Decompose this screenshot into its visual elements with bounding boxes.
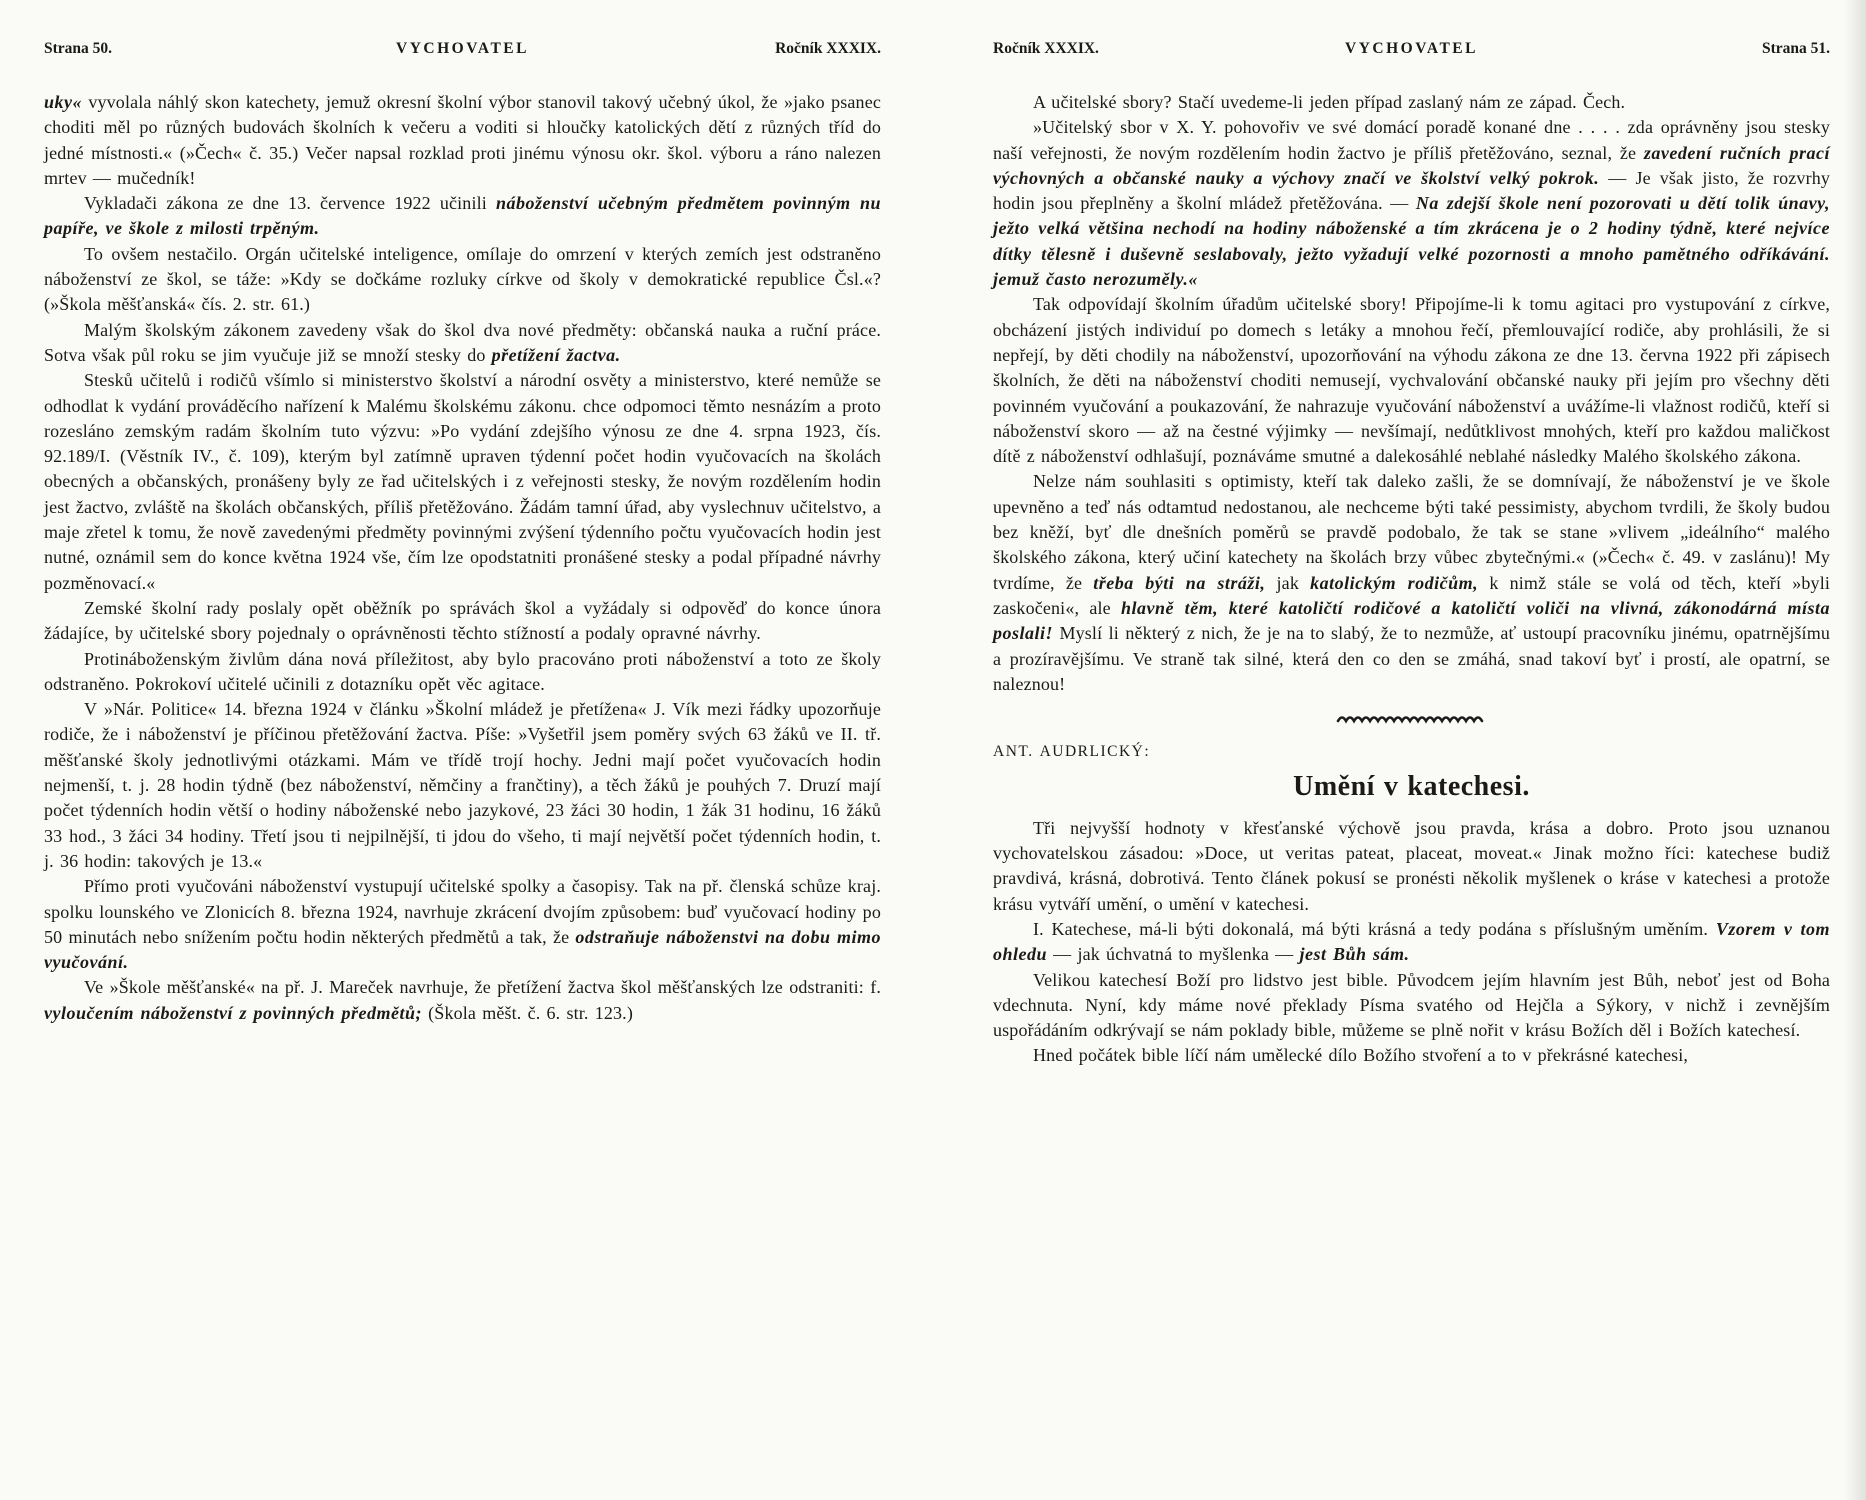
journal-title: VYCHOVATEL — [396, 40, 529, 57]
paragraph — [44, 318, 881, 369]
text-run: I. Katechese, má-li býti dokonalá, má býti krásná a tedy podána s příslušným uměním. — [1033, 918, 1716, 939]
paragraph — [993, 90, 1830, 115]
paragraph — [993, 917, 1830, 968]
paragraph — [44, 191, 881, 242]
text-run: — jak úchvatná to myšlenka — — [1047, 944, 1300, 965]
paragraph — [44, 368, 881, 596]
section-divider — [993, 713, 1830, 725]
article-title: Umění v katechesi. — [1293, 771, 1530, 803]
right-page-header — [993, 40, 1830, 58]
paragraph — [44, 647, 881, 698]
text-run: přetížení žactva. — [491, 344, 621, 365]
wavy-line-icon — [1336, 713, 1488, 725]
text-run: Malým školským zákonem zavedeny však do škol dva nové předměty: občanská nauka a ruční práce. Sotva však půl roku se jim vyučuje již se množí stesky do — [44, 319, 881, 365]
paragraph — [44, 874, 881, 975]
paragraph — [993, 1043, 1830, 1068]
text-run: Vykladači zákona ze dne 13. července 1922 učinili — [84, 193, 496, 214]
text-run: Myslí li některý z nich, že je na to slabý, že to nezmůže, ať ustoupí pracovníku jinému, opatrnějšímu a prozíravějšímu. Ve straně tak silné, která den co den se zmáhá, snad takoví byť i prostí, ale opatrní, se naleznou! — [993, 623, 1830, 694]
volume-label: Ročník XXXIX. — [775, 40, 881, 57]
text-run: Přímo proti vyučováni náboženství vystupují učitelské spolky a časopisy. Tak na př. členská schůze kraj. spolku lounského ve Zlonicích 8. března 1924, navrhuje zkrácení dvojím způsobem: buď vyučovací hodiny po 50 minutách nebo snížením počtu hodin některých předmětů a tak, že — [44, 876, 881, 947]
page-number: Strana 50. — [44, 40, 113, 57]
text-run: — Je však jisto, že rozvrhy hodin jsou přeplněny a školní mládež přetěžována. — — [993, 167, 1831, 214]
paragraph — [44, 242, 881, 318]
text-run: Ve »Škole měšťanské« na př. J. Mareček navrhuje, že přetížení žactva škol měšťanských lze odstraniti: f. — [84, 977, 881, 998]
text-run: Tři nejvyšší hodnoty v křesťanské výchově jsou pravda, krása a dobro. Proto jsou uznanou vychovatelskou zásadou: »Doce, ut veritas pateat, placeat, moveat.« Jinak možno říci: katechese budiž pravdivá, krásná, dobrotivá. Tento článek pokusí se pronésti několik myšlenek o kráse v katechesi a protože krásu vytváří umění, o umění v katechesi. — [993, 817, 1830, 914]
text-run: jak — [1265, 572, 1311, 593]
text-run: Tak odpovídají školním úřadům učitelské sbory! Připojíme-li k tomu agitaci pro vystupování z církve, obcházení jistých individuí po domech s letáky a mnohou řečí, přemlouvající rodiče, aby prohlásili, že si nepřejí, by děti chodily na náboženství, upozorňování na výhodu zákona ze dne 13. června 1922 při zápisech školních, že děti na náboženství choditi nemusejí, vychvalování občanské nauky při jejím pro všechny děti povinném vyučování a poukazování, že nahrazuje vyučování náboženství a uvážíme-li vlažnost rodičů, kteří si náboženství skoro — až na čestné výjimky — nevšímají, nedůtklivost mnohých, kteří pro každou maličkost dítě z náboženství odhlašují, poznáváme smutné a dalekosáhlé neblahé následky Malého školského zákona. — [993, 294, 1830, 467]
volume-label: Ročník XXXIX. — [993, 40, 1099, 57]
paragraph — [44, 596, 881, 647]
text-run: Na zdejší škole není pozorovati u dětí tolik únavy, ježto velká většina nechodí na hodiny náboženské a tím zkrácena je o 2 hodiny týdně, které nejvíce dítky tělesně i duševně seslabovaly, ježto vyžadují velké pozornosti a mnoho pamětného odříkávání. jemuž často nerozuměly.« — [993, 193, 1830, 290]
text-run: (Škola měšt. č. 6. str. 123.) — [422, 1002, 633, 1023]
paragraph — [44, 697, 881, 874]
journal-title: VYCHOVATEL — [1345, 40, 1478, 57]
article-author: ANT. AUDRLICKÝ: — [993, 743, 1151, 761]
text-run: třeba býti na stráži, — [1093, 572, 1266, 593]
paragraph — [44, 975, 881, 1026]
text-run: To ovšem nestačilo. Orgán učitelské inteligence, omílaje do omrzení v kterých zemích jest odstraněno náboženství ze škol, se táže: »Kdy se dočkáme rozluky církve od školy v demokratické republice Čsl.«? (»Škola měšťanská« čís. 2. str. 61.) — [44, 243, 881, 315]
page-number: Strana 51. — [1761, 40, 1830, 57]
text-run: vyvolala náhlý skon katechety, jemuž okresní školní výbor stanovil takový učebný úkol, že »jako psanec choditi měl po různých budovách školních k večeru a voditi si hloučky katolických dětí z různých tříd do jedné místnosti.« (»Čech« č. 35.) Večer napsal rozklad proti jinému výnosu okr. škol. výboru a ráno nalezen mrtev — mučedník! — [44, 92, 881, 188]
right-page — [993, 40, 1830, 1500]
text-run: Vzorem v tom ohledu — [993, 918, 1830, 965]
text-run: jest Bůh sám. — [1299, 944, 1410, 965]
text-run: »Učitelský sbor v X. Y. pohovořiv ve své domácí poradě konané dne . . . . zda oprávněny jsou stesky naší veřejnosti, že novým rozdělením hodin žactvo je příliš přetěžováno, seznal, že — [993, 117, 1830, 163]
text-run: katolickým rodičům, — [1310, 572, 1479, 593]
paragraph — [993, 115, 1830, 292]
text-run: náboženství učebným předmětem povinným nu papíře, ve škole z milosti trpěným. — [44, 193, 881, 239]
text-run: Velikou katechesí Boží pro lidstvo jest bible. Původcem jejím hlavním jest Bůh, neboť jest od Boha vdechnuta. Nyní, kdy máme nové překlady Písma svatého od Hejčla a Sýkory, v nichž i zevnějším uspořádáním odkrývají se nám poklady bible, můžeme se plně nořit v krásu Božích děl i Božích katechesí. — [993, 969, 1830, 1041]
text-run: zavedení ručních prací výchovných a občanské nauky a výchovy značí ve školství velký pokrok. — [993, 142, 1830, 188]
text-run: vyloučením náboženství z povinných předmětů; — [44, 1002, 422, 1023]
paragraph — [993, 968, 1830, 1044]
left-page-header — [44, 40, 881, 58]
text-run: A učitelské sbory? Stačí uvedeme-li jeden případ zaslaný nám ze západ. Čech. — [1033, 92, 1626, 112]
text-run: k nimž stále se volá od těch, kteří »byli zaskočeni«, ale — [993, 572, 1831, 618]
text-run: hlavně těm, které katoličtí rodičové a katoličtí voliči na vlivná, zákonodárná místa poslali! — [993, 597, 1830, 644]
text-run: Zemské školní rady poslaly opět oběžník po správách škol a vyžádaly si odpověď do konce února žádajíce, by učitelské sbory pojednaly o oprávněnosti těchto stížností a podaly opravné návrhy. — [44, 597, 881, 644]
left-page — [44, 40, 881, 1500]
text-run: odstraňuje náboženstvi na dobu mimo vyučování. — [44, 926, 881, 973]
text-run: Hned počátek bible líčí nám umělecké dílo Božího stvoření a to v překrásné katechesi, — [1033, 1045, 1689, 1066]
left-page-body — [44, 90, 881, 1026]
paragraph — [993, 816, 1830, 917]
text-run: uky« — [44, 92, 82, 112]
paragraph — [993, 292, 1830, 469]
right-page-body — [993, 90, 1830, 1069]
text-run: Protináboženským živlům dána nová příležitost, aby bylo pracováno proti náboženství a toto ze školy odstraněno. Pokrokoví učitelé učinili z dotazníku opět věc agitace. — [44, 648, 881, 694]
paragraph — [993, 469, 1830, 697]
text-run: Nelze nám souhlasiti s optimisty, kteří tak daleko zašli, že se domnívají, že náboženství je ve škole upevněno a teď nás odtamtud nedostanou, ale nechceme býti také pessimisty, abychom tvrdili, že školy budou bez kněží, byť dle dnešních poměrů se pravdě podobalo, že tak se stane »vlivem „ideálního“ malého školského zákona, který učiní katechety na školách brzy vůbec zbytečnými.« (»Čech« č. 49. v zaslánu)! My tvrdíme, že — [993, 471, 1830, 593]
text-run: Stesků učitelů i rodičů všímlo si ministerstvo školství a národní osvěty a ministerstvo, které nemůže se odhodlat k vydání prováděcího nařízení k Malému školskému zákonu. chce odpomoci těmto nesnázím a proto rozesláno zemským radám školním tuto výzvu: »Po vydání zdejšího výnosu ze dne 4. srpna 1923, čís. 92.189/I. (Věstník IV., č. 109), kterým byl zatímně upraven týdenní počet hodin vyučovacích na školách obecných a občanských, pronášeny byly ze řad učitelských i z veřejnosti stesky, že novým rozdělením hodin jest žactvo, zvláště na školách občanských, příliš přetěžováno. Žádám tamní úřad, aby vyslechnuv učitelstvo, a maje zřetel k tomu, že nově zavedenými předměty povinnými zvýšení týdenního počtu vyučovacích hodin jest nutné, oznámil sem do konce května 1924 vše, čím lze opodstatniti pronášené stesky a podal případné návrhy pozměnovací.« — [44, 370, 881, 593]
paragraph — [44, 90, 881, 191]
text-run: V »Nár. Politice« 14. března 1924 v článku »Školní mládež je přetížena« J. Vík mezi řádky upozorňuje rodiče, že i náboženství je příčinou přetěžování žactva. Píše: »Vyšetřil jsem poměry svých 63 žáků ve II. tř. měšťanské školy jednotlivými otázkami. Mám ve třídě trojí hochy. Jedni mají počet vyučovacích hodin nejmenší, t. j. 28 hodin týdně (bez náboženství, němčiny a frančtiny), a těch žáků je pouhých 7. Druzí mají počet týdenních hodin větší o hodiny náboženské nebo jazykové, 23 žáci 30 hodin, 1 žák 31 hodinu, 16 žáků 33 hod., 3 žáci 34 hodiny. Třetí jsou ti nejpilnější, ti jdou do všeho, ti mají největší počet týdenních hodin, t. j. 36 hodin: takových je 13.« — [44, 699, 881, 871]
